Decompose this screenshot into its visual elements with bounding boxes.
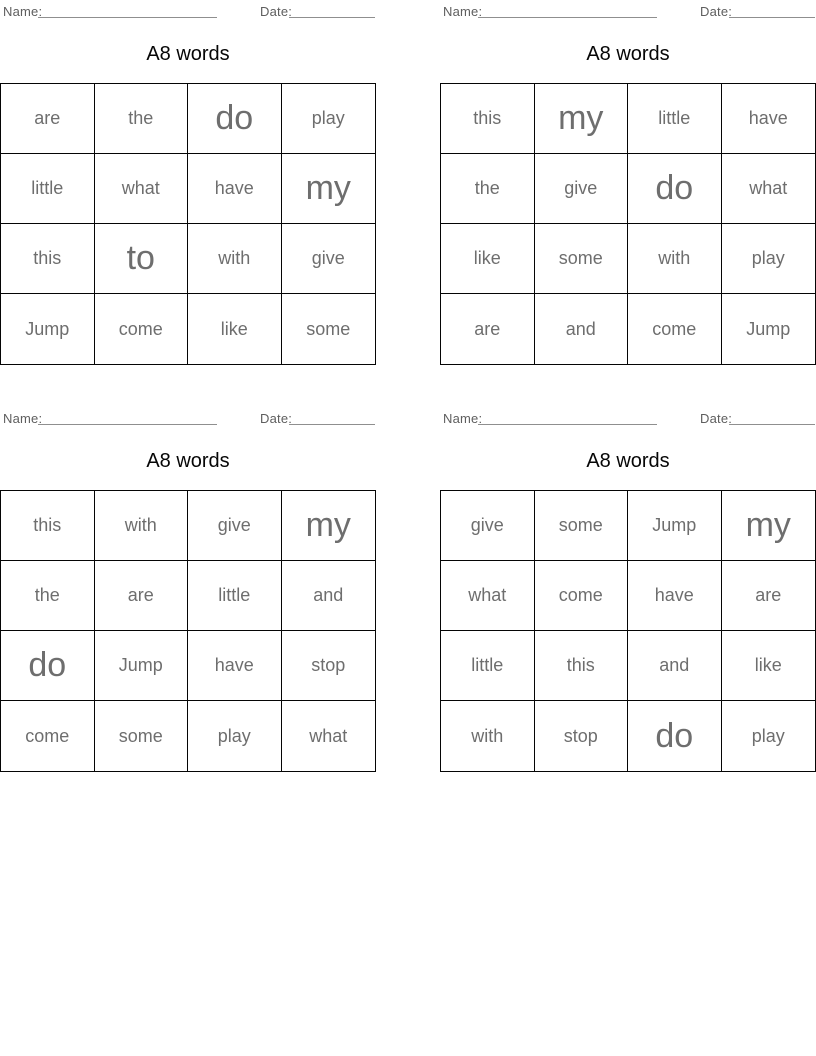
name-label: Name:	[3, 4, 43, 19]
word-cell: have	[188, 631, 282, 701]
word-cell: come	[1, 701, 95, 771]
name-label: Name:	[3, 411, 43, 426]
date-blank-line	[729, 411, 815, 425]
word-cell: Jump	[746, 318, 791, 339]
word-grid	[0, 83, 376, 365]
word-cell: have	[628, 561, 722, 631]
name-label: Name:	[443, 411, 483, 426]
word-cell: and	[628, 631, 722, 701]
word-cell: and	[282, 561, 376, 631]
word-cell: some	[95, 701, 189, 771]
word-cell: Jump	[628, 491, 722, 561]
word-cell: my	[282, 491, 376, 561]
word-cell: have	[722, 84, 816, 154]
word-cell: are	[722, 561, 816, 631]
word-cell: the	[95, 84, 189, 154]
worksheet-card-4	[440, 407, 816, 772]
date-label: Date:	[260, 4, 293, 19]
card-title: A8 words	[146, 450, 230, 472]
word-cell: like	[722, 631, 816, 701]
word-cell: with	[188, 224, 282, 294]
word-cell: little	[628, 84, 722, 154]
word-grid	[440, 490, 816, 772]
worksheet-card-2	[440, 0, 816, 365]
word-cell: to	[95, 224, 189, 294]
card-title: A8 words	[586, 43, 670, 65]
word-cell: come	[535, 561, 629, 631]
name-blank-line	[38, 4, 217, 18]
word-cell: my	[722, 491, 816, 561]
word-cell: this	[1, 224, 95, 294]
word-cell: play	[751, 725, 785, 746]
date-label: Date:	[700, 411, 733, 426]
date-blank-line	[289, 4, 375, 18]
word-cell: my	[535, 84, 629, 154]
date-label: Date:	[260, 411, 293, 426]
card-title: A8 words	[586, 450, 670, 472]
word-cell: some	[535, 224, 629, 294]
word-cell: little	[1, 154, 95, 224]
word-cell: are	[441, 294, 535, 364]
word-cell: play	[722, 224, 816, 294]
word-cell: Jump	[95, 631, 189, 701]
word-cell: do	[628, 701, 722, 771]
word-cell: come	[95, 294, 189, 364]
word-cell: some	[535, 491, 629, 561]
word-cell: stop	[535, 701, 629, 771]
word-cell: what	[722, 154, 816, 224]
word-cell: like	[441, 224, 535, 294]
word-cell: with	[95, 491, 189, 561]
word-cell: give	[188, 491, 282, 561]
word-cell: have	[188, 154, 282, 224]
word-cell: are	[95, 561, 189, 631]
word-cell: with	[441, 701, 535, 771]
word-cell: with	[628, 224, 722, 294]
word-cell: do	[1, 631, 95, 701]
word-cell: this	[441, 84, 535, 154]
word-cell: what	[441, 561, 535, 631]
word-cell: my	[282, 154, 376, 224]
name-label: Name:	[443, 4, 483, 19]
word-cell: do	[628, 154, 722, 224]
word-cell: stop	[282, 631, 376, 701]
date-blank-line	[289, 411, 375, 425]
word-cell: give	[535, 154, 629, 224]
name-blank-line	[478, 4, 657, 18]
worksheet-card-3	[0, 407, 376, 772]
word-cell: the	[1, 561, 95, 631]
word-cell: this	[535, 631, 629, 701]
date-label: Date:	[700, 4, 733, 19]
card-title: A8 words	[146, 43, 230, 65]
word-cell: give	[282, 224, 376, 294]
word-cell: this	[1, 491, 95, 561]
word-cell: like	[188, 294, 282, 364]
word-cell: come	[628, 294, 722, 364]
word-grid	[0, 490, 376, 772]
word-cell: little	[441, 631, 535, 701]
name-blank-line	[478, 411, 657, 425]
word-cell: are	[1, 84, 95, 154]
name-blank-line	[38, 411, 217, 425]
word-cell: little	[188, 561, 282, 631]
word-grid	[440, 83, 816, 365]
word-cell: play	[282, 84, 376, 154]
word-cell: play	[188, 701, 282, 771]
word-cell: the	[441, 154, 535, 224]
word-cell: do	[188, 84, 282, 154]
word-cell: and	[535, 294, 629, 364]
word-cell: give	[441, 491, 535, 561]
word-cell: what	[95, 154, 189, 224]
worksheet-card-1	[0, 0, 376, 365]
word-cell: what	[309, 725, 348, 746]
word-cell: some	[306, 318, 351, 339]
word-cell: Jump	[1, 294, 95, 364]
date-blank-line	[729, 4, 815, 18]
